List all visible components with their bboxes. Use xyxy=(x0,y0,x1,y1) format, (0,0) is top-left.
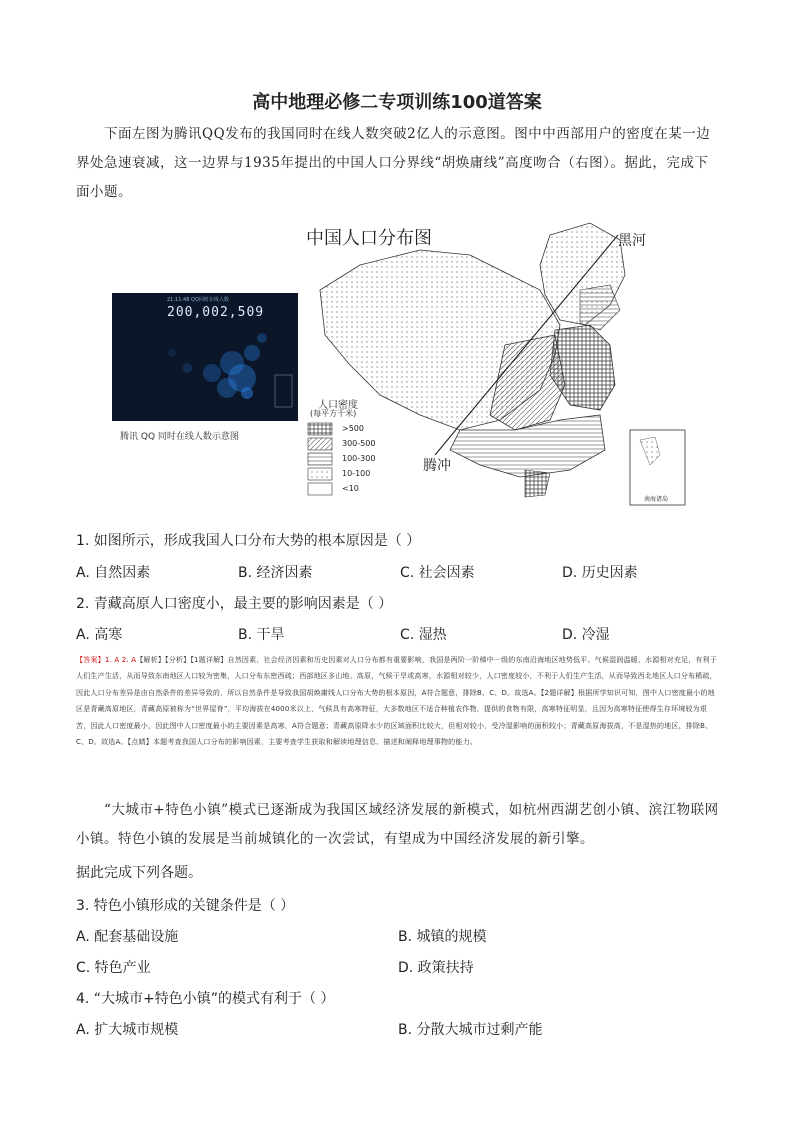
q1-option-b: B. 经济因素 xyxy=(238,565,313,581)
q2-option-d: D. 冷湿 xyxy=(562,627,610,643)
q1-option-a: A. 自然因素 xyxy=(76,565,151,581)
q2-option-a: A. 高寒 xyxy=(76,627,123,643)
q1-option-c: C. 社会因素 xyxy=(400,565,475,581)
q1-option-d: D. 历史因素 xyxy=(562,565,638,581)
qq-online-counter: 200,002,509 xyxy=(167,305,265,320)
question-4: 4. “大城市+特色小镇”的模式有利于（ ） xyxy=(76,991,335,1007)
answer-tag: 【答案】 xyxy=(76,656,105,664)
legend-item: <10 xyxy=(342,484,359,493)
qq-figure-header: 21:11:48 QQ同时在线人数 xyxy=(167,297,229,303)
answer-key: 1. A 2. A xyxy=(104,656,137,664)
map-title: 中国人口分布图 xyxy=(306,228,432,249)
q2-option-c: C. 湿热 xyxy=(400,627,447,643)
q4-option-b: B. 分散大城市过剩产能 xyxy=(398,1022,543,1038)
qq-figure-caption: 腾讯 QQ 同时在线人数示意图 xyxy=(120,432,239,442)
q3-option-a: A. 配套基础设施 xyxy=(76,929,179,945)
legend-unit: (每平方千米) xyxy=(310,409,357,418)
q4-option-a: A. 扩大城市规模 xyxy=(76,1022,179,1038)
legend-item: 10-100 xyxy=(342,469,371,478)
q3-option-b: B. 城镇的规模 xyxy=(398,929,487,945)
answer-text: 【解析】【分析】【1题详解】自然因素、社会经济因素和历史因素对人口分布都有重要影响，我国是两阶一阶梯中一级的东南沿海地区地势低平、气候湿润温暖、水源相对充足，有利于人们生产生活，从而导致东南地区人口较为密集，人口分布东密西疏；西部地区多山地、高原，气候干旱或高寒，水源相对较少，人口密度较小，不利于人们生产生活，从而导致西北地区人口分布稀疏，因此人口分布差异是由自然条件的差异导致的，所以自然条件是导致我国胡焕庸线人口分布大势的根本原因，A符合题意，排除B、C、D。故选A。【2题详解】根据所学知识可知，图中人口密度最小的地区是青藏高原地区，青藏高原被称为“世界屋脊”，平均海拔在4000米以上，气候具有高寒特征，大多数地区不适合种植农作物，提供的食物有限，高寒特征明显，且因为高寒特征使得生存环境较为艰苦，因此人口密度最小，因此图中人口密度最小的主要因素是高寒，A符合题意；青藏高原降水少的区域面积比较大，但相对较小，受冷湿影响的面积较小；青藏高原海拔高，不是湿热的地区，排除B、C、D。故选A。【点睛】本题考查我国人口分布的影响因素，主要考查学生获取和解读地理信息、描述和阐释地理事物的能力。 xyxy=(76,656,718,747)
question-2: 2. 青藏高原人口密度小，最主要的影响因素是（ ） xyxy=(76,596,393,612)
label-tengchong: 腾冲 xyxy=(423,458,451,474)
population-map-svg xyxy=(300,215,708,510)
legend-item: >500 xyxy=(342,424,364,433)
intro-paragraph-1: 下面左图为腾讯QQ发布的我国同时在线人数突破2亿人的示意图。图中中西部用户的密度在某一边界处急速衰减，这一边界与1935年提出的中国人口分界线“胡焕庸线”高度吻合（右图）。据此，完成下面小题。 xyxy=(76,126,711,200)
qq-dots-map xyxy=(112,293,298,421)
inset-label: 南海诸岛 xyxy=(644,496,669,503)
page-title: 高中地理必修二专项训练100道答案 xyxy=(252,92,542,113)
q3-option-c: C. 特色产业 xyxy=(76,960,151,976)
question-3: 3. 特色小镇形成的关键条件是（ ） xyxy=(76,898,295,914)
label-heihe: 黑河 xyxy=(618,233,646,249)
legend-item: 100-300 xyxy=(342,454,376,463)
qq-online-figure xyxy=(112,293,298,421)
question-1: 1. 如图所示，形成我国人口分布大势的根本原因是（ ） xyxy=(76,533,421,549)
intro-paragraph-2: “大城市+特色小镇”模式已逐渐成为我国区域经济发展的新模式，如杭州西湖艺创小镇、滨江物联网小镇。特色小镇的发展是当前城镇化的一次尝试，有望成为中国经济发展的新引擎。 xyxy=(76,802,719,847)
q2-option-b: B. 干旱 xyxy=(238,627,285,643)
intro-instruction: 据此完成下列各题。 xyxy=(76,865,202,881)
q3-option-d: D. 政策扶持 xyxy=(398,960,474,976)
answer-explanation xyxy=(76,652,720,792)
legend-title: 人口密度 xyxy=(318,400,358,411)
legend-item: 300-500 xyxy=(342,439,376,448)
population-map-figure xyxy=(300,215,708,510)
